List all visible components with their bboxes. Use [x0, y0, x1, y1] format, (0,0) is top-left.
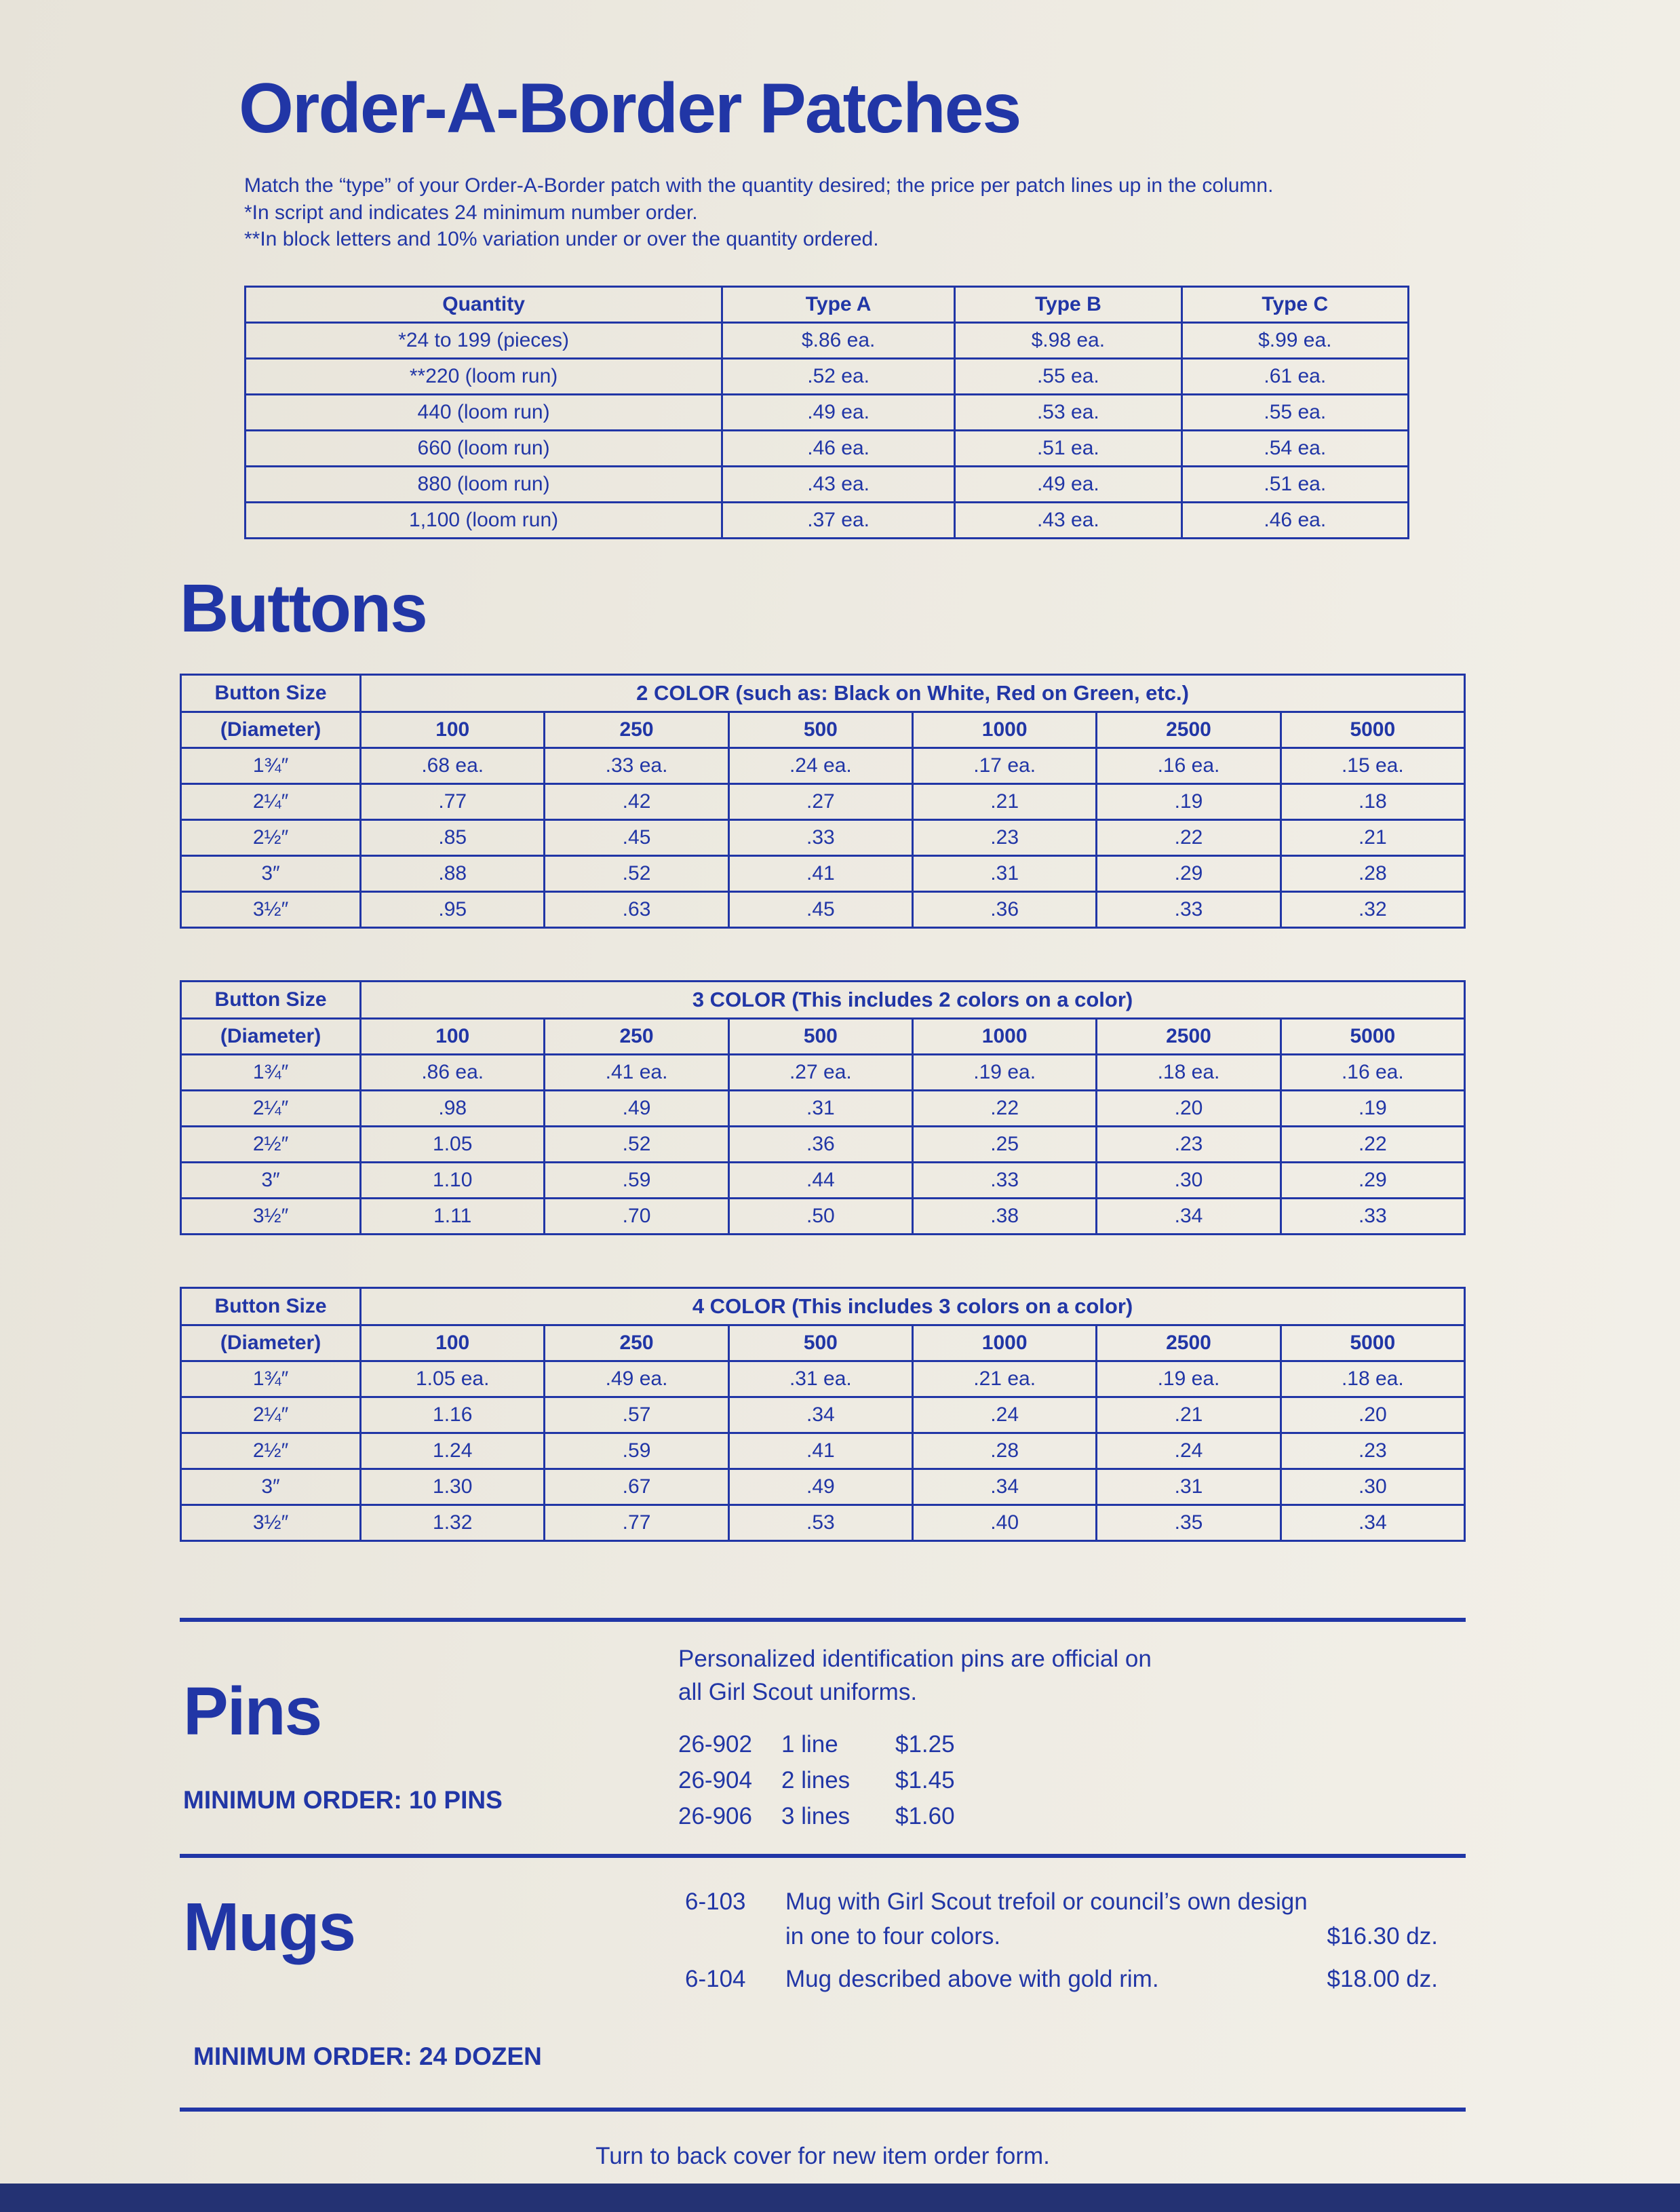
table-header-row [181, 1018, 1465, 1054]
price-cell: $.98 ea. [955, 322, 1181, 358]
quantity-column-header: Quantity [246, 286, 722, 322]
price-cell: .31 [913, 855, 1097, 891]
price-cell: .45 [545, 819, 728, 855]
row-label-cell: 2½″ [181, 1126, 361, 1162]
row-label-cell: 3″ [181, 1469, 361, 1505]
price-cell: .19 ea. [1097, 1361, 1281, 1397]
table-header-row [246, 286, 1409, 322]
price-cell: .24 ea. [728, 748, 912, 783]
price-cell: .50 [728, 1198, 912, 1234]
price-cell: 1.10 [361, 1162, 545, 1198]
quantity-header-cell: 1000 [913, 1018, 1097, 1054]
pin-price: $1.60 [895, 1803, 955, 1830]
price-cell: .31 [728, 1090, 912, 1126]
buttons-price-table-3color [180, 980, 1466, 1235]
color-span-header: 4 COLOR (This includes 3 colors on a color) [361, 1287, 1465, 1325]
quantity-header-cell: 2500 [1097, 1018, 1281, 1054]
row-label-cell: 3″ [181, 1162, 361, 1198]
button-size-header-cell: Button Size [181, 1287, 361, 1325]
price-cell: .49 ea. [722, 394, 955, 430]
price-cell: .46 ea. [722, 430, 955, 466]
pin-item [678, 1767, 1180, 1794]
pin-price: $1.25 [895, 1731, 955, 1758]
quantity-header-cell: 2500 [1097, 712, 1281, 748]
price-cell: $.86 ea. [722, 322, 955, 358]
pins-minimum-order: MINIMUM ORDER: 10 PINS [183, 1785, 503, 1814]
price-cell: .77 [545, 1505, 728, 1540]
price-cell: .52 [545, 1126, 728, 1162]
row-label-cell: 2¼″ [181, 1090, 361, 1126]
price-cell: .41 ea. [545, 1054, 728, 1090]
price-cell: 1.32 [361, 1505, 545, 1540]
price-cell: .27 [728, 783, 912, 819]
price-cell: .23 [913, 819, 1097, 855]
table-row [181, 855, 1465, 891]
quantity-header-cell: 1000 [913, 712, 1097, 748]
price-cell: .21 [1097, 1397, 1281, 1433]
price-cell: .45 [728, 891, 912, 927]
row-label-cell: 660 (loom run) [246, 430, 722, 466]
mugs-section [183, 1885, 1680, 2004]
section-divider [180, 2108, 1466, 2112]
price-cell: .98 [361, 1090, 545, 1126]
price-cell: .33 [728, 819, 912, 855]
buttons-section-title: Buttons [180, 570, 427, 646]
price-cell: 1.16 [361, 1397, 545, 1433]
mug-item [685, 1885, 1438, 1954]
table-header-row [181, 1325, 1465, 1361]
price-cell: .34 [913, 1469, 1097, 1505]
price-cell: .21 [1281, 819, 1464, 855]
order-note-block: **In block letters and 10% variation under or over the quantity ordered. [244, 228, 879, 251]
price-cell: .85 [361, 819, 545, 855]
pin-item [678, 1803, 1180, 1830]
price-cell: .33 ea. [545, 748, 728, 783]
table-header-row [181, 674, 1465, 712]
row-label-cell: 1¾″ [181, 1054, 361, 1090]
price-cell: .41 [728, 855, 912, 891]
quantity-header-cell: 500 [728, 712, 912, 748]
price-cell: .51 ea. [1181, 466, 1408, 502]
table-header-row [181, 1287, 1465, 1325]
price-cell: .46 ea. [1181, 502, 1408, 538]
price-cell: .23 [1097, 1126, 1281, 1162]
price-cell: .37 ea. [722, 502, 955, 538]
price-cell: .53 [728, 1505, 912, 1540]
price-cell: .43 ea. [722, 466, 955, 502]
price-cell: .29 [1097, 855, 1281, 891]
table-header-row [181, 712, 1465, 748]
price-cell: .67 [545, 1469, 728, 1505]
pin-lines: 3 lines [781, 1803, 851, 1830]
price-cell: .88 [361, 855, 545, 891]
row-label-cell: 880 (loom run) [246, 466, 722, 502]
pins-section [183, 1642, 1680, 1839]
pin-lines: 1 line [781, 1731, 838, 1758]
row-label-cell: 1¾″ [181, 748, 361, 783]
price-cell: .31 [1097, 1469, 1281, 1505]
row-label-cell: **220 (loom run) [246, 358, 722, 394]
table-row [181, 819, 1465, 855]
table-row [181, 783, 1465, 819]
price-cell: .86 ea. [361, 1054, 545, 1090]
row-label-cell: *24 to 199 (pieces) [246, 322, 722, 358]
diameter-header-cell: (Diameter) [181, 712, 361, 748]
price-cell: .21 ea. [913, 1361, 1097, 1397]
mugs-minimum-order: MINIMUM ORDER: 24 DOZEN [193, 2042, 542, 2071]
price-cell: .33 [1097, 891, 1281, 927]
quantity-header-cell: 5000 [1281, 1325, 1464, 1361]
quantity-header-cell: 100 [361, 712, 545, 748]
quantity-header-cell: 250 [545, 1018, 728, 1054]
price-cell: .59 [545, 1433, 728, 1469]
row-label-cell: 3″ [181, 855, 361, 891]
pin-price: $1.45 [895, 1767, 955, 1794]
patches-section [239, 69, 1680, 539]
price-cell: .53 ea. [955, 394, 1181, 430]
price-cell: .59 [545, 1162, 728, 1198]
price-cell: .19 [1097, 783, 1281, 819]
price-cell: .24 [1097, 1433, 1281, 1469]
mug-item [685, 1962, 1438, 1997]
price-cell: .57 [545, 1397, 728, 1433]
table-row [246, 322, 1409, 358]
table-row [181, 1090, 1465, 1126]
pin-code: 26-906 [678, 1803, 752, 1830]
price-cell: .33 [913, 1162, 1097, 1198]
row-label-cell: 440 (loom run) [246, 394, 722, 430]
diameter-header-cell: (Diameter) [181, 1018, 361, 1054]
price-cell: .44 [728, 1162, 912, 1198]
quantity-header-cell: 5000 [1281, 712, 1464, 748]
price-cell: .19 [1281, 1090, 1464, 1126]
type-c-column-header: Type C [1181, 286, 1408, 322]
price-cell: .54 ea. [1181, 430, 1408, 466]
pin-lines: 2 lines [781, 1767, 851, 1794]
type-b-column-header: Type B [955, 286, 1181, 322]
quantity-header-cell: 1000 [913, 1325, 1097, 1361]
row-label-cell: 3½″ [181, 1505, 361, 1540]
price-cell: .49 [728, 1469, 912, 1505]
price-cell: .15 ea. [1281, 748, 1464, 783]
price-cell: .18 [1281, 783, 1464, 819]
quantity-header-cell: 5000 [1281, 1018, 1464, 1054]
color-span-header: 2 COLOR (such as: Black on White, Red on Green, etc.) [361, 674, 1465, 712]
color-span-header: 3 COLOR (This includes 2 colors on a color) [361, 981, 1465, 1018]
price-cell: .20 [1097, 1090, 1281, 1126]
button-size-header-cell: Button Size [181, 981, 361, 1018]
price-cell: .36 [728, 1126, 912, 1162]
mugs-right-column [685, 1885, 1438, 2004]
price-cell: .55 ea. [1181, 394, 1408, 430]
price-cell: .34 [1097, 1198, 1281, 1234]
price-cell: 1.05 [361, 1126, 545, 1162]
table-row [181, 891, 1465, 927]
row-label-cell: 3½″ [181, 1198, 361, 1234]
pins-right-column [678, 1642, 1180, 1839]
price-cell: .36 [913, 891, 1097, 927]
price-cell: .63 [545, 891, 728, 927]
price-cell: .17 ea. [913, 748, 1097, 783]
row-label-cell: 2¼″ [181, 783, 361, 819]
row-label-cell: 2¼″ [181, 1397, 361, 1433]
price-cell: .31 ea. [728, 1361, 912, 1397]
price-cell: .21 [913, 783, 1097, 819]
pins-intro: Personalized identification pins are official on all Girl Scout uniforms. [678, 1645, 1152, 1706]
table-row [246, 358, 1409, 394]
row-label-cell: 1,100 (loom run) [246, 502, 722, 538]
mugs-left-column [183, 1885, 685, 2004]
price-cell: .22 [1281, 1126, 1464, 1162]
price-cell: .16 ea. [1281, 1054, 1464, 1090]
page-title: Order-A-Border Patches [239, 69, 1021, 148]
mug-description: Mug with Girl Scout trefoil or council’s own design in one to four colors. [785, 1888, 1308, 1949]
patches-intro-line: Match the “type” of your Order-A-Border patch with the quantity desired; the price per patch lines up in the column. [244, 174, 1274, 197]
row-label-cell: 2½″ [181, 819, 361, 855]
quantity-header-cell: 500 [728, 1325, 912, 1361]
quantity-header-cell: 250 [545, 1325, 728, 1361]
table-row [181, 748, 1465, 783]
price-cell: .18 ea. [1281, 1361, 1464, 1397]
row-label-cell: 1¾″ [181, 1361, 361, 1397]
quantity-header-cell: 250 [545, 712, 728, 748]
row-label-cell: 2½″ [181, 1433, 361, 1469]
price-cell: .27 ea. [728, 1054, 912, 1090]
price-cell: .23 [1281, 1433, 1464, 1469]
price-cell: .34 [1281, 1505, 1464, 1540]
section-divider [180, 1854, 1466, 1858]
table-row [181, 1469, 1465, 1505]
mugs-title: Mugs [183, 1889, 355, 1966]
mug-price: $16.30 dz. [1327, 1922, 1438, 1949]
diameter-header-cell: (Diameter) [181, 1325, 361, 1361]
table-row [181, 1162, 1465, 1198]
price-cell: .35 [1097, 1505, 1281, 1540]
table-row [181, 1126, 1465, 1162]
buttons-price-table-2color [180, 674, 1466, 929]
price-cell: .38 [913, 1198, 1097, 1234]
section-divider [180, 1618, 1466, 1622]
button-size-header-cell: Button Size [181, 674, 361, 712]
price-cell: .18 ea. [1097, 1054, 1281, 1090]
table-row [181, 1198, 1465, 1234]
table-row [181, 1054, 1465, 1090]
type-a-column-header: Type A [722, 286, 955, 322]
mug-code: 6-103 [685, 1888, 746, 1916]
price-cell: .68 ea. [361, 748, 545, 783]
pins-left-column [183, 1642, 678, 1839]
price-cell: .34 [728, 1397, 912, 1433]
pin-code: 26-902 [678, 1731, 752, 1758]
patches-price-table [244, 286, 1409, 539]
table-row [181, 1397, 1465, 1433]
price-cell: 1.24 [361, 1433, 545, 1469]
price-cell: .25 [913, 1126, 1097, 1162]
price-cell: .77 [361, 783, 545, 819]
page-edge-bar [0, 2184, 1680, 2212]
quantity-header-cell: 100 [361, 1325, 545, 1361]
price-cell: $.99 ea. [1181, 322, 1408, 358]
price-cell: .55 ea. [955, 358, 1181, 394]
table-row [246, 502, 1409, 538]
price-cell: .61 ea. [1181, 358, 1408, 394]
quantity-header-cell: 500 [728, 1018, 912, 1054]
price-cell: .28 [1281, 855, 1464, 891]
table-row [181, 1361, 1465, 1397]
mug-description: Mug described above with gold rim. [785, 1965, 1159, 1992]
price-cell: .41 [728, 1433, 912, 1469]
price-cell: .32 [1281, 891, 1464, 927]
pins-title: Pins [183, 1673, 321, 1749]
price-cell: .52 ea. [722, 358, 955, 394]
row-label-cell: 3½″ [181, 891, 361, 927]
price-cell: .95 [361, 891, 545, 927]
table-row [181, 1433, 1465, 1469]
footer-note: Turn to back cover for new item order form. [595, 2143, 1050, 2170]
table-row [246, 466, 1409, 502]
price-cell: .40 [913, 1505, 1097, 1540]
table-row [181, 1505, 1465, 1540]
buttons-price-table-4color [180, 1287, 1466, 1542]
price-cell: .19 ea. [913, 1054, 1097, 1090]
price-cell: .30 [1281, 1469, 1464, 1505]
pin-code: 26-904 [678, 1767, 752, 1794]
price-cell: .49 ea. [955, 466, 1181, 502]
table-row [246, 430, 1409, 466]
price-cell: .42 [545, 783, 728, 819]
price-cell: .33 [1281, 1198, 1464, 1234]
price-cell: .28 [913, 1433, 1097, 1469]
price-cell: .16 ea. [1097, 748, 1281, 783]
price-cell: 1.05 ea. [361, 1361, 545, 1397]
price-cell: .30 [1097, 1162, 1281, 1198]
price-cell: 1.30 [361, 1469, 545, 1505]
quantity-header-cell: 100 [361, 1018, 545, 1054]
price-cell: .20 [1281, 1397, 1464, 1433]
price-cell: .49 [545, 1090, 728, 1126]
price-cell: .51 ea. [955, 430, 1181, 466]
price-cell: .43 ea. [955, 502, 1181, 538]
price-cell: .49 ea. [545, 1361, 728, 1397]
price-cell: 1.11 [361, 1198, 545, 1234]
quantity-header-cell: 2500 [1097, 1325, 1281, 1361]
price-cell: .70 [545, 1198, 728, 1234]
price-cell: .22 [1097, 819, 1281, 855]
mug-price: $18.00 dz. [1327, 1965, 1438, 1992]
mug-code: 6-104 [685, 1965, 746, 1992]
price-cell: .24 [913, 1397, 1097, 1433]
price-cell: .52 [545, 855, 728, 891]
order-note-script: *In script and indicates 24 minimum number order. [244, 201, 698, 224]
patches-intro [244, 172, 1680, 253]
price-cell: .22 [913, 1090, 1097, 1126]
pin-item [678, 1731, 1180, 1758]
table-header-row [181, 981, 1465, 1018]
table-row [246, 394, 1409, 430]
price-cell: .29 [1281, 1162, 1464, 1198]
